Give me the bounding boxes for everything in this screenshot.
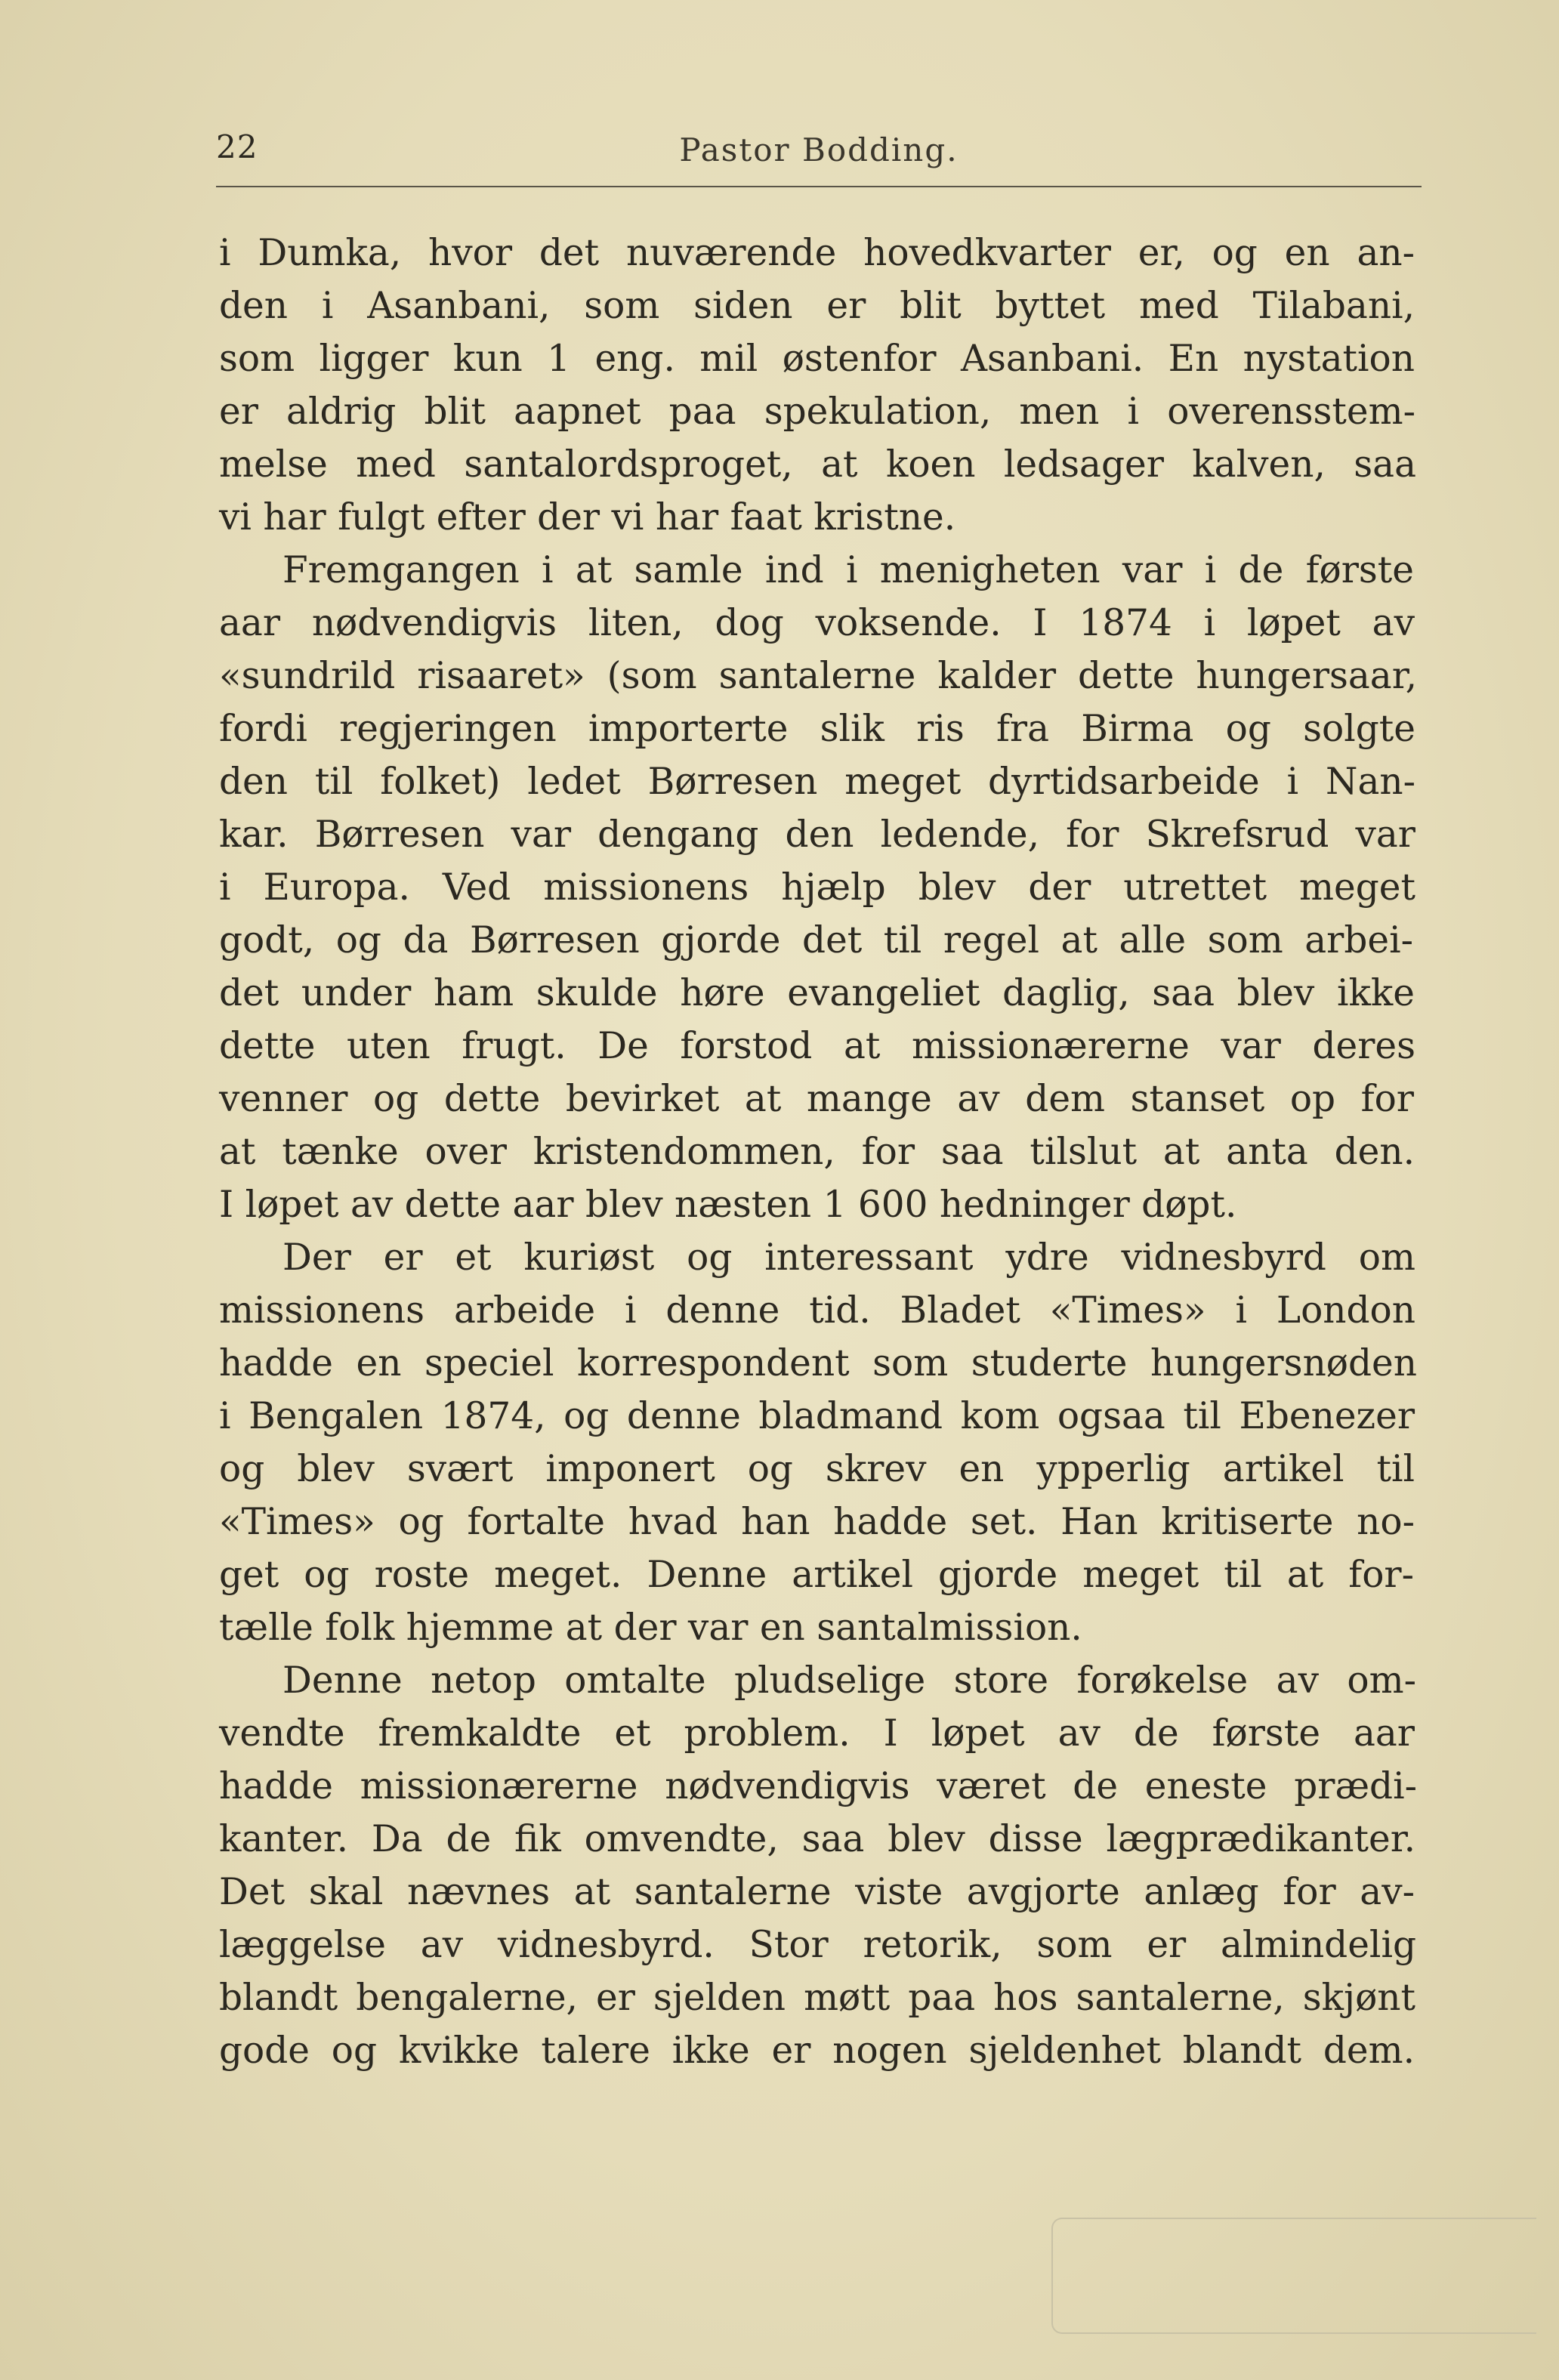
text-line: vi har fulgt efter der vi har faat kristne.	[219, 496, 956, 539]
page-number: 22	[216, 128, 258, 165]
text-line: i Europa. Ved missionens hjælp blev der utrettet meget	[219, 866, 1415, 909]
running-head: Pastor Bodding.	[679, 131, 959, 168]
text-line: hadde en speciel korrespondent som studerte hungersnøden	[219, 1342, 1417, 1384]
text-line: melse med santalordsproget, at koen ledsager kalven, saa	[219, 443, 1416, 486]
text-line: aar nødvendigvis liten, dog voksende. I 1874 i løpet av	[219, 602, 1415, 644]
body-text	[219, 227, 1422, 2077]
text-line: Det skal nævnes at santalerne viste avgjorte anlæg for av-	[219, 1871, 1415, 1913]
text-line: I løpet av dette aar blev næsten 1 600 hedninger døpt.	[219, 1184, 1237, 1226]
text-line: er aldrig blit aapnet paa spekulation, men i overensstem-	[219, 390, 1415, 433]
text-line: læggelse av vidnesbyrd. Stor retorik, som er almindelig	[219, 1924, 1416, 1966]
text-line: «sundrild risaaret» (som santalerne kalder dette hungersaar,	[219, 655, 1417, 697]
text-line: i Bengalen 1874, og denne bladmand kom ogsaa til Ebenezer	[219, 1395, 1415, 1437]
text-line: blandt bengalerne, er sjelden møtt paa hos santalerne, skjønt	[219, 1977, 1415, 2019]
text-line: godt, og da Børresen gjorde det til regel at alle som arbei-	[219, 919, 1413, 962]
text-line: kanter. Da de fik omvendte, saa blev disse lægprædikanter.	[219, 1818, 1415, 1860]
page-header	[216, 128, 1422, 174]
text-line: missionens arbeide i denne tid. Bladet «Times» i London	[219, 1289, 1415, 1332]
text-line: Denne netop omtalte pludselige store forøkelse av om-	[282, 1659, 1416, 1702]
text-line: fordi regjeringen importerte slik ris fra Birma og solgte	[219, 708, 1415, 750]
text-line: det under ham skulde høre evangeliet daglig, saa blev ikke	[219, 972, 1415, 1014]
text-line: tælle folk hjemme at der var en santalmission.	[219, 1607, 1082, 1649]
header-rule	[216, 186, 1422, 187]
text-line: og blev svært imponert og skrev en ypperlig artikel til	[219, 1448, 1415, 1490]
text-line: som ligger kun 1 eng. mil østenfor Asanbani. En nystation	[219, 338, 1415, 380]
text-line: vendte fremkaldte et problem. I løpet av de første aar	[219, 1712, 1415, 1755]
paragraph-1	[219, 227, 1422, 544]
paragraph-2	[219, 544, 1422, 1231]
paragraph-3	[219, 1231, 1422, 1654]
text-line: dette uten frugt. De forstod at missionærerne var deres	[219, 1025, 1415, 1067]
text-line: den i Asanbani, som siden er blit byttet med Tilabani,	[219, 285, 1415, 327]
paragraph-4	[219, 1654, 1422, 2077]
text-line: i Dumka, hvor det nuværende hovedkvarter er, og en an-	[219, 232, 1415, 274]
text-line: at tænke over kristendommen, for saa tilslut at anta den.	[219, 1131, 1415, 1173]
text-line: venner og dette bevirket at mange av dem stanset op for	[219, 1078, 1414, 1120]
text-line: gode og kvikke talere ikke er nogen sjeldenhet blandt dem.	[219, 2030, 1415, 2072]
text-line: «Times» og fortalte hvad han hadde set. Han kritiserte no-	[219, 1501, 1415, 1543]
text-line: Fremgangen i at samle ind i menigheten var i de første	[282, 549, 1414, 591]
text-line: hadde missionærerne nødvendigvis været de eneste prædi-	[219, 1765, 1417, 1807]
text-line: kar. Børresen var dengang den ledende, for Skrefsrud var	[219, 813, 1415, 856]
text-line: get og roste meget. Denne artikel gjorde meget til at for-	[219, 1554, 1414, 1596]
library-stamp-outline	[1051, 2218, 1536, 2334]
text-line: Der er et kuriøst og interessant ydre vidnesbyrd om	[282, 1236, 1415, 1279]
text-line: den til folket) ledet Børresen meget dyrtidsarbeide i Nan-	[219, 761, 1415, 803]
